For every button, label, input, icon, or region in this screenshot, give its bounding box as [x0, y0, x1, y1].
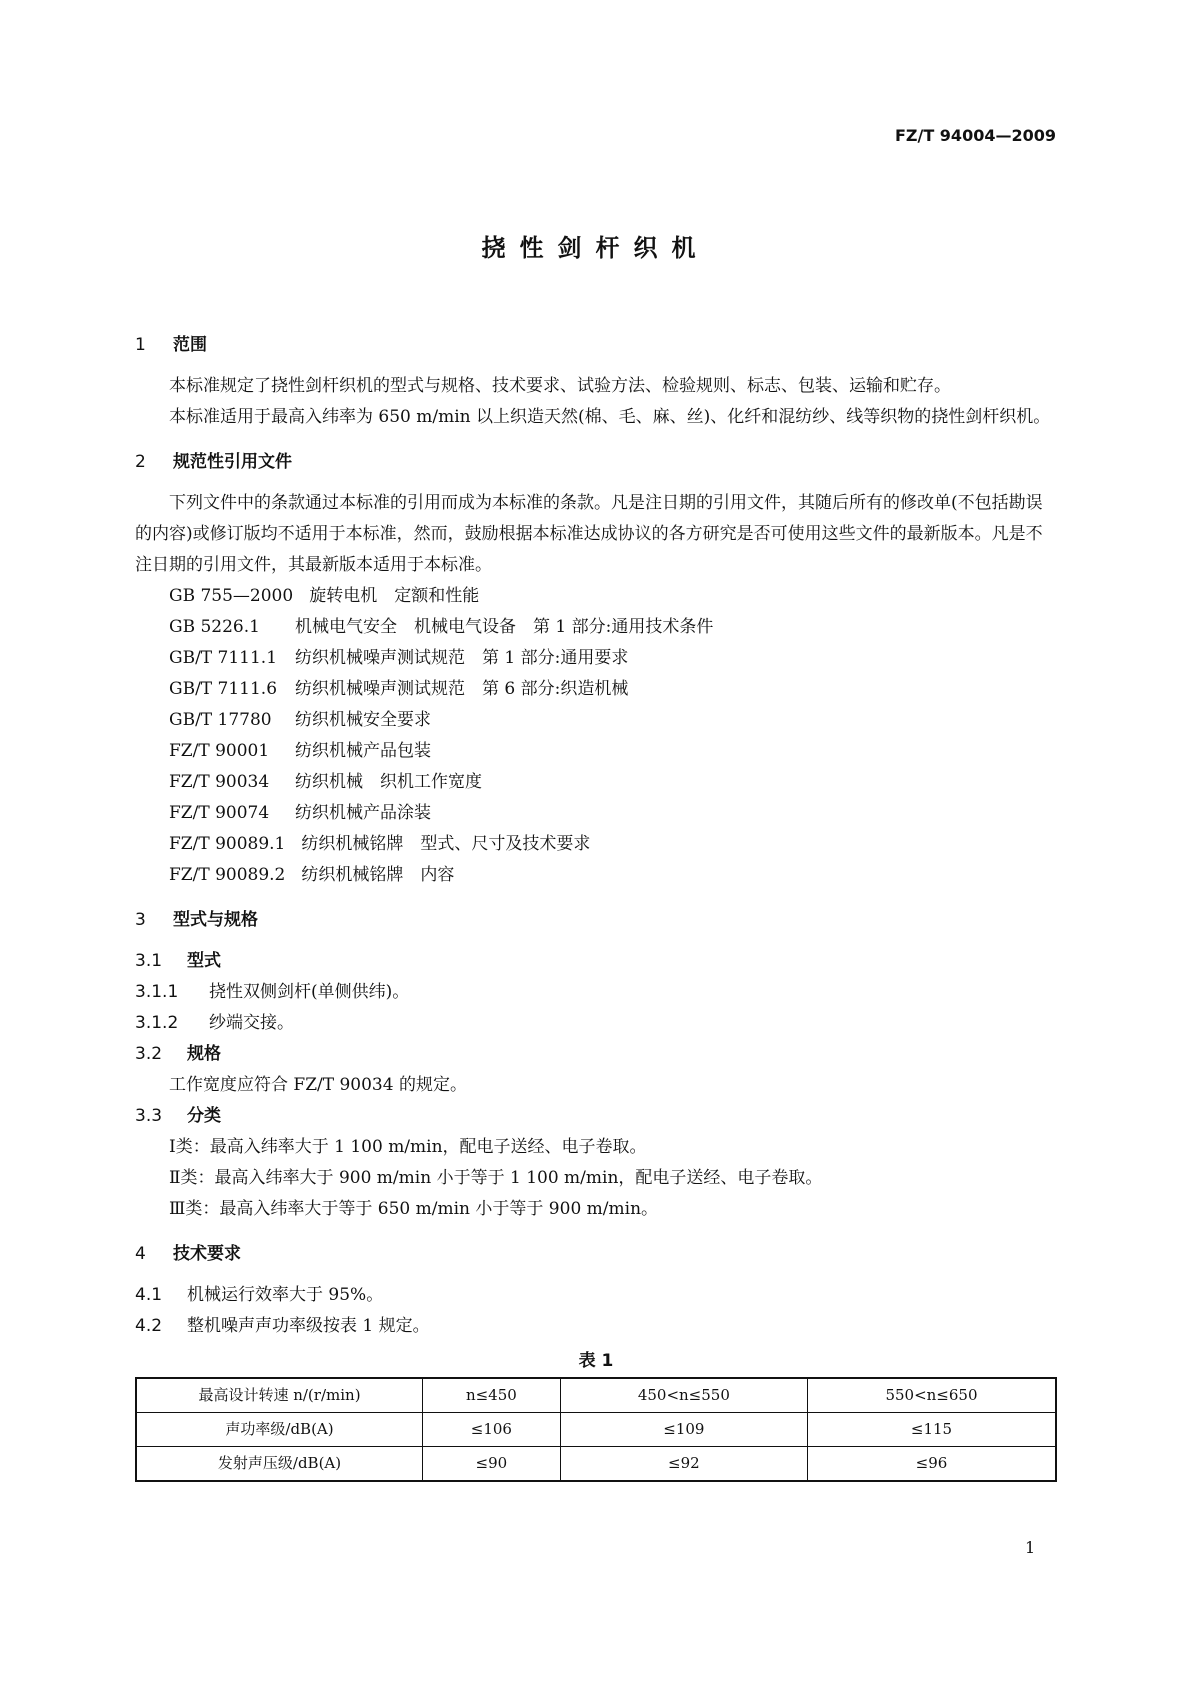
class-item: Ⅱ类：最高入纬率大于 900 m/min 小于等于 1 100 m/min，配电子送经、电子卷取。: [169, 1168, 823, 1188]
subsection-title: 规格: [187, 1044, 221, 1064]
reference-code: GB 5226.1: [169, 617, 260, 637]
reference-item: [135, 767, 1057, 798]
reference-code: FZ/T 90001: [169, 741, 270, 761]
subsection-number: 3.3: [135, 1106, 163, 1126]
page-number: 1: [1025, 1538, 1036, 1557]
reference-title: 纺织机械安全要求: [295, 710, 431, 730]
reference-code: FZ/T 90074: [169, 803, 270, 823]
table-cell: n≤450: [423, 1378, 561, 1413]
reference-item: [135, 674, 1057, 705]
reference-title: 纺织机械产品包装: [295, 741, 431, 761]
table-caption: 表 1: [578, 1351, 614, 1371]
noise-table: [135, 1377, 1057, 1482]
table-cell: ≤90: [423, 1447, 561, 1482]
table-cell: 450<n≤550: [560, 1378, 807, 1413]
reference-title: 旋转电机 定额和性能: [309, 586, 480, 606]
reference-code: FZ/T 90034: [169, 772, 270, 792]
reference-item: [135, 829, 1057, 860]
table-row: [136, 1447, 1056, 1482]
reference-item: [135, 860, 1057, 891]
clause-number: 3.1.2: [135, 1013, 179, 1033]
section-title: 规范性引用文件: [173, 452, 292, 472]
reference-code: GB/T 7111.1: [169, 648, 278, 668]
clause: [135, 977, 1057, 1008]
table-row: [136, 1378, 1056, 1413]
reference-item: [135, 643, 1057, 674]
reference-code: FZ/T 90089.1: [169, 834, 286, 854]
section-number: 2: [135, 452, 146, 472]
reference-code: GB 755—2000: [169, 586, 294, 606]
reference-title: 纺织机械噪声测试规范 第 1 部分:通用要求: [295, 648, 629, 668]
table-cell: 发射声压级/dB(A): [136, 1447, 423, 1482]
reference-title: 纺织机械噪声测试规范 第 6 部分:织造机械: [295, 679, 629, 699]
clause-number: 4.1: [135, 1285, 163, 1305]
section-number: 1: [135, 335, 146, 355]
section-number: 3: [135, 910, 146, 930]
section-number: 4: [135, 1244, 146, 1264]
section-title: 型式与规格: [173, 910, 258, 930]
clause: [135, 1280, 1057, 1311]
reference-code: GB/T 7111.6: [169, 679, 278, 699]
reference-title: 纺织机械产品涂装: [295, 803, 431, 823]
section-2-heading: [135, 447, 1057, 478]
table-cell: 最高设计转速 n/(r/min): [136, 1378, 423, 1413]
table-cell: 声功率级/dB(A): [136, 1413, 423, 1447]
clause-text: 纱端交接。: [209, 1013, 294, 1033]
reference-item: [135, 581, 1057, 612]
paragraph: 本标准规定了挠性剑杆织机的型式与规格、技术要求、试验方法、检验规则、标志、包装、运输和贮存。: [169, 376, 951, 396]
paragraph: 下列文件中的条款通过本标准的引用而成为本标准的条款。凡是注日期的引用文件，其随后所有的修改单(不包括勘误的内容)或修订版均不适用于本标准，然而，鼓励根据本标准达成协议的各方研究是否可使用这些文件的最新版本。凡是不注日期的引用文件，其最新版本适用于本标准。: [135, 493, 1043, 575]
reference-title: 纺织机械铭牌 型式、尺寸及技术要求: [301, 834, 591, 854]
clause-text: 整机噪声声功率级按表 1 规定。: [187, 1316, 430, 1336]
clause-number: 4.2: [135, 1316, 163, 1336]
document-body: [135, 330, 1057, 1482]
table-cell: ≤115: [807, 1413, 1056, 1447]
reference-item: [135, 736, 1057, 767]
section-1-heading: [135, 330, 1057, 361]
table-cell: 550<n≤650: [807, 1378, 1056, 1413]
section-title: 范围: [173, 335, 207, 355]
class-item: Ⅰ类：最高入纬率大于 1 100 m/min，配电子送经、电子卷取。: [169, 1137, 647, 1157]
class-item: Ⅲ类：最高入纬率大于等于 650 m/min 小于等于 900 m/min。: [169, 1199, 659, 1219]
clause: [135, 1311, 1057, 1342]
reference-code: GB/T 17780: [169, 710, 272, 730]
subsection-heading: [135, 1101, 1057, 1132]
subsection-title: 型式: [187, 951, 221, 971]
paragraph: 本标准适用于最高入纬率为 650 m/min 以上织造天然(棉、毛、麻、丝)、化纤和混纺纱、线等织物的挠性剑杆织机。: [169, 407, 1051, 427]
section-4-heading: [135, 1239, 1057, 1270]
table-row: [136, 1413, 1056, 1447]
table-cell: ≤106: [423, 1413, 561, 1447]
clause-text: 机械运行效率大于 95%。: [187, 1285, 384, 1305]
clause: [135, 1008, 1057, 1039]
section-3-heading: [135, 905, 1057, 936]
table-cell: ≤96: [807, 1447, 1056, 1482]
reference-title: 机械电气安全 机械电气设备 第 1 部分:通用技术条件: [295, 617, 714, 637]
subsection-title: 分类: [187, 1106, 221, 1126]
section-title: 技术要求: [173, 1244, 241, 1264]
paragraph: 工作宽度应符合 FZ/T 90034 的规定。: [169, 1075, 467, 1095]
reference-title: 纺织机械 织机工作宽度: [295, 772, 482, 792]
subsection-heading: [135, 946, 1057, 977]
subsection-number: 3.1: [135, 951, 163, 971]
subsection-number: 3.2: [135, 1044, 163, 1064]
standard-number: FZ/T 94004—2009: [894, 126, 1056, 145]
clause-text: 挠性双侧剑杆(单侧供纬)。: [209, 982, 410, 1002]
table-cell: ≤109: [560, 1413, 807, 1447]
subsection-heading: [135, 1039, 1057, 1070]
document-title: 挠性剑杆织机: [481, 234, 710, 262]
reference-title: 纺织机械铭牌 内容: [301, 865, 455, 885]
reference-code: FZ/T 90089.2: [169, 865, 286, 885]
table-cell: ≤92: [560, 1447, 807, 1482]
reference-item: [135, 612, 1057, 643]
clause-number: 3.1.1: [135, 982, 179, 1002]
reference-item: [135, 798, 1057, 829]
reference-item: [135, 705, 1057, 736]
